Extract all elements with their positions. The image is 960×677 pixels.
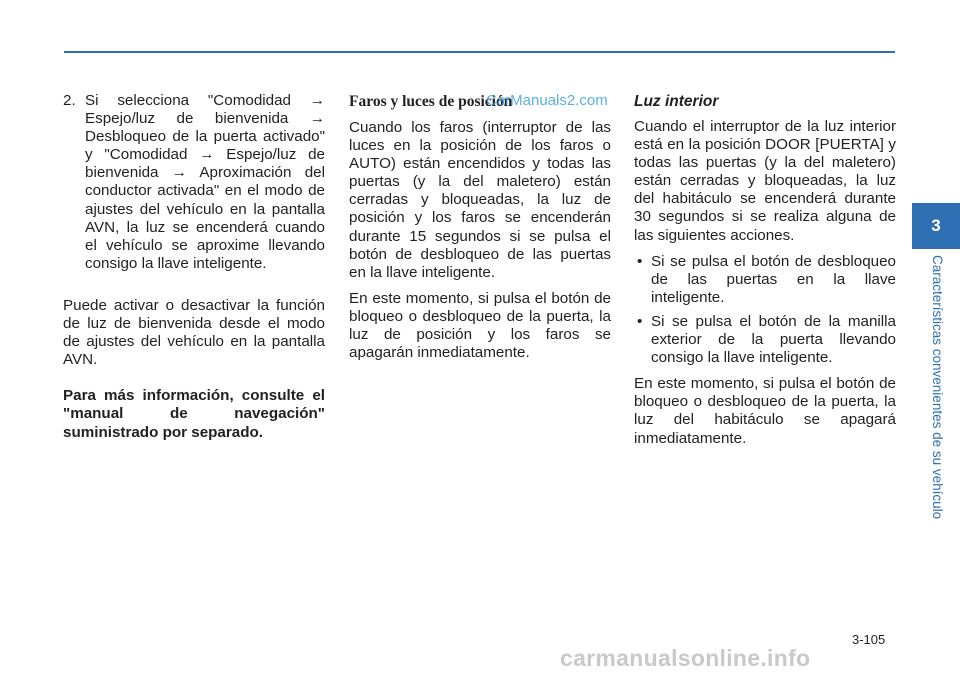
interior-light-paragraph-1: Cuando el interruptor de la luz interior está en la posición DOOR [PUERTA] y todas las puertas (y la del maletero) están cerradas y bloqueadas, la luz del habitáculo se encenderá durante 30 segundos si se realiza alguna de las siguientes acciones. <box>634 118 896 244</box>
column-left <box>63 92 325 450</box>
item-text: Si selecciona "Comodidad → Espejo/luz de bienvenida → Desbloqueo de la puerta activado" y "Comodidad → Espejo/luz de bienvenida → Aproximación del conductor activada" en el modo de ajustes del vehículo en la pantalla AVN, la luz se encenderá cuando el vehículo se aproxime llevando consigo la llave inteligente. <box>85 92 325 272</box>
bullet-icon: • <box>637 312 643 330</box>
column-middle <box>349 92 611 370</box>
header-rule <box>64 51 895 53</box>
navigation-manual-note: Para más información, consulte el "manual de navegación" suministrado por separado. <box>63 387 325 441</box>
watermark-carmanualsonline: carmanualsonline.info <box>560 645 811 671</box>
item-number: 2. <box>63 92 76 109</box>
chapter-title: Características convenientes de su vehículo <box>930 255 945 520</box>
welcome-light-paragraph: Puede activar o desactivar la función de luz de bienvenida desde el modo de ajustes del vehículo en la pantalla AVN. <box>63 296 325 369</box>
section-title-text: Faros y luces de posición <box>349 93 513 110</box>
bullet-icon: • <box>637 252 643 270</box>
section-title-interior-light: Luz interior <box>634 93 719 110</box>
chapter-tab <box>912 203 960 249</box>
interior-light-paragraph-2: En este momento, si pulsa el botón de bloqueo o desbloqueo de la puerta, la luz del habitáculo se apagará inmediatamente. <box>634 375 896 447</box>
watermark-carmanuals2: CarManuals2.com <box>486 92 608 109</box>
list-item <box>634 253 896 307</box>
section-title-headlamps <box>349 92 611 112</box>
headlamps-paragraph-1: Cuando los faros (interruptor de las luces en la posición de los faros o AUTO) están encendidos y todas las puertas (y la del maletero) están cerradas y bloqueadas, la luz de posición y los faros se encenderán durante 15 segundos si se pulsa el botón de desbloqueo de las puertas en la llave inteligente. <box>349 119 611 281</box>
list-item <box>634 313 896 367</box>
bullet-text: Si se pulsa el botón de desbloqueo de las puertas en la llave inteligente. <box>651 252 896 306</box>
interior-light-bullets <box>634 253 896 368</box>
bullet-text: Si se pulsa el botón de la manilla exterior de la puerta llevando consigo la llave inteligente. <box>651 312 896 367</box>
numbered-item <box>63 92 325 273</box>
headlamps-paragraph-2: En este momento, si pulsa el botón de bloqueo o desbloqueo de la puerta, la luz de posición y los faros se apagarán inmediatamente. <box>349 289 611 362</box>
column-right <box>634 92 896 456</box>
page-number: 3-105 <box>852 632 886 647</box>
chapter-number: 3 <box>931 216 941 235</box>
